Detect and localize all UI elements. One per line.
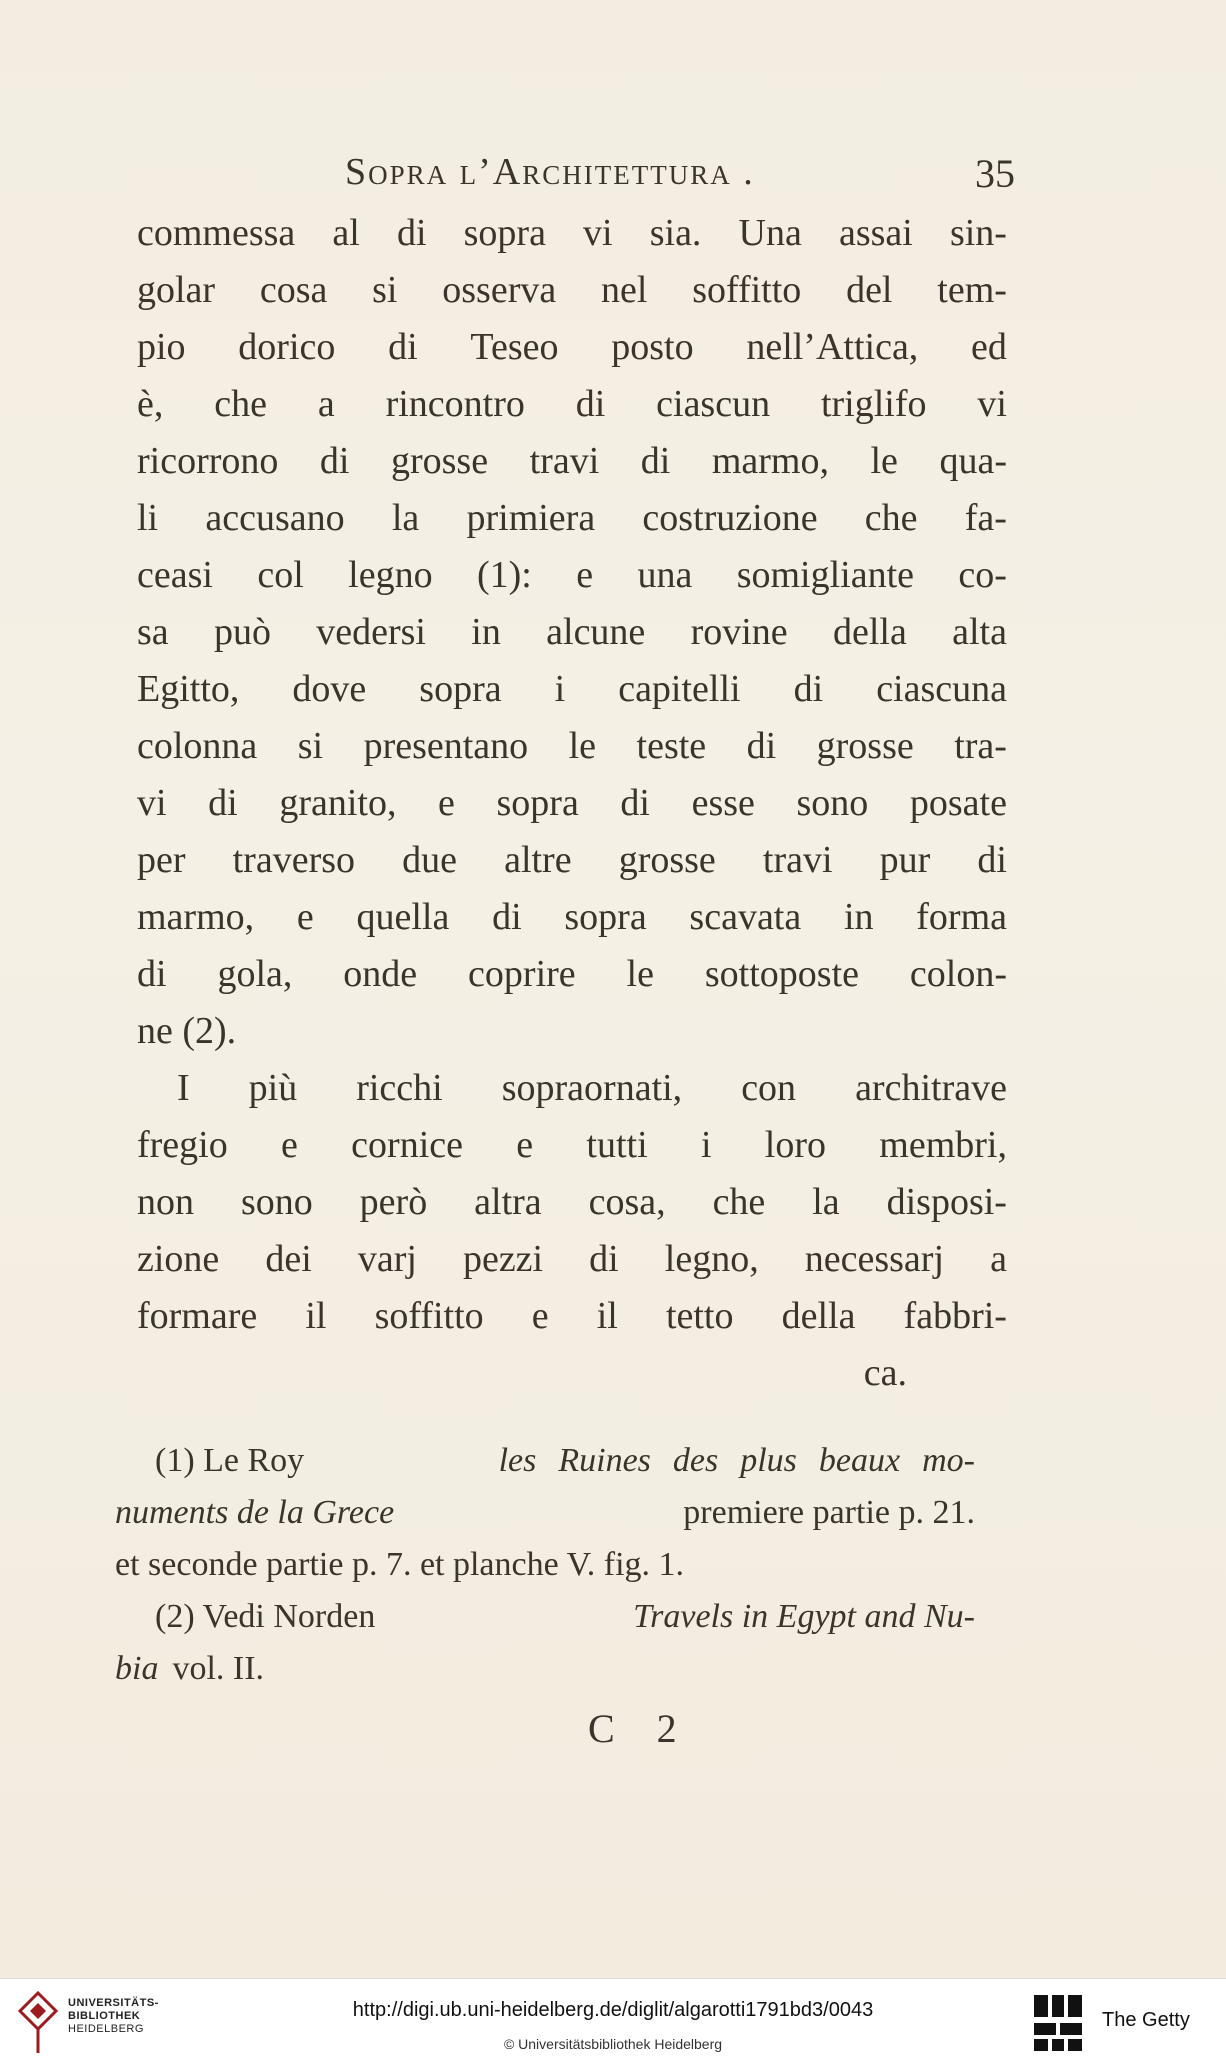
word: di <box>208 782 238 824</box>
word: travi <box>762 839 833 881</box>
word: della <box>832 611 907 653</box>
word: architrave <box>855 1067 1007 1109</box>
text-line <box>137 1288 1007 1345</box>
word: Egitto, <box>137 668 240 710</box>
text-line <box>137 319 1007 376</box>
word: il <box>596 1295 618 1337</box>
text-line <box>137 205 1007 262</box>
word: posto <box>611 326 694 368</box>
word: si <box>297 725 324 767</box>
word: membri, <box>879 1124 1007 1166</box>
text-line <box>137 661 1007 718</box>
word: sopra <box>564 896 647 938</box>
library-name-line-3: HEIDELBERG <box>68 2023 144 2035</box>
footnote-1-pages: premiere partie p. 21. <box>683 1494 975 1531</box>
word: legno, <box>664 1238 759 1280</box>
footnote-1-title-start <box>499 1435 975 1487</box>
footnote-1-title-end: numents de la Grece <box>115 1494 395 1531</box>
footnote-1-continuation: et seconde partie p. 7. et planche V. fig. 1. <box>115 1546 685 1583</box>
word: sono <box>796 782 869 824</box>
word: tem- <box>937 269 1007 311</box>
word: due <box>402 839 457 881</box>
word: di <box>575 383 606 425</box>
word: di <box>137 953 167 995</box>
running-head: Sopra l’Architettura . <box>345 151 755 193</box>
word: ciascuna <box>876 668 1007 710</box>
footnote-1-line-3 <box>115 1539 975 1591</box>
word: dove <box>292 668 367 710</box>
word: golar <box>137 269 216 311</box>
word: più <box>248 1067 298 1109</box>
word: coprire <box>468 953 576 995</box>
word: disposi- <box>886 1181 1007 1223</box>
word: assai <box>838 212 913 254</box>
permalink-url[interactable]: http://digi.ub.uni-heidelberg.de/diglit/algarotti1791bd3/0043 <box>352 1999 874 2021</box>
text-line <box>137 1345 1007 1402</box>
footnote-2-volume: vol. II. <box>172 1650 265 1687</box>
word: di <box>492 896 522 938</box>
word: vi <box>583 212 613 254</box>
main-text <box>137 205 1007 1402</box>
word: di <box>640 440 671 482</box>
footnote-2-marker: (2) Vedi Norden <box>155 1598 376 1635</box>
word: vi <box>977 383 1007 425</box>
word: a <box>990 1238 1007 1280</box>
word: osserva <box>442 269 557 311</box>
word: grosse <box>390 440 489 482</box>
word: tutti <box>586 1124 648 1166</box>
text-line <box>137 718 1007 775</box>
word: Teseo <box>470 326 559 368</box>
viewer-footer <box>0 1978 1226 2067</box>
word: sopra <box>419 668 502 710</box>
word: costruzione <box>642 497 818 539</box>
getty-name: The Getty <box>1102 2009 1190 2031</box>
word: somigliante <box>736 554 915 596</box>
footnote-2-line-2 <box>115 1643 975 1695</box>
word: per <box>137 839 186 881</box>
word: necessarj <box>804 1238 945 1280</box>
italic-word: des <box>672 1442 719 1479</box>
word: la <box>812 1181 840 1223</box>
word: e <box>516 1124 534 1166</box>
text-line <box>137 1003 1007 1060</box>
word: presentano <box>363 725 529 767</box>
page-number: 35 <box>975 151 1015 196</box>
word: una <box>637 554 693 596</box>
word: rincontro <box>385 383 525 425</box>
word: accusano <box>205 497 345 539</box>
word: di <box>977 839 1007 881</box>
italic-word: plus <box>740 1442 797 1479</box>
word: e <box>296 896 314 938</box>
word: e <box>531 1295 549 1337</box>
word: colonna <box>137 725 258 767</box>
word: rovine <box>690 611 788 653</box>
word: colon- <box>909 953 1007 995</box>
footnote-1-line-2 <box>115 1487 975 1539</box>
italic-word: les <box>498 1442 537 1479</box>
footnotes <box>115 1435 975 1695</box>
word: in <box>843 896 874 938</box>
word: i <box>700 1124 712 1166</box>
word: varj <box>357 1238 417 1280</box>
text-line <box>137 1231 1007 1288</box>
library-name-line-2: BIBLIOTHEK <box>68 2010 141 2022</box>
word: sopra <box>463 212 546 254</box>
italic-word: beaux <box>818 1442 901 1479</box>
word: è, <box>137 383 164 425</box>
word: forma <box>916 896 1007 938</box>
word: onde <box>343 953 418 995</box>
word: teste <box>636 725 707 767</box>
word: che <box>712 1181 766 1223</box>
text-line <box>137 376 1007 433</box>
word: cosa, <box>588 1181 666 1223</box>
text-line-end: ne (2). <box>137 1010 237 1052</box>
word: co- <box>958 554 1007 596</box>
copyright-notice: © Universitätsbibliothek Heidelberg <box>503 2036 723 2052</box>
word: ciascun <box>656 383 771 425</box>
word: a <box>317 383 335 425</box>
word: altra <box>474 1181 542 1223</box>
word: formare <box>137 1295 258 1337</box>
footnote-2-title-end: bia <box>115 1650 159 1687</box>
word: che <box>214 383 267 425</box>
text-line <box>137 775 1007 832</box>
text-line <box>137 262 1007 319</box>
word: zione <box>137 1238 220 1280</box>
word: ceasi <box>137 554 213 596</box>
word: non <box>137 1181 194 1223</box>
word: in <box>471 611 501 653</box>
word: vedersi <box>316 611 426 653</box>
word: gola, <box>217 953 293 995</box>
word: di <box>746 725 777 767</box>
text-line <box>137 1174 1007 1231</box>
italic-word: mo- <box>922 1442 975 1479</box>
word: nel <box>601 269 648 311</box>
word: e <box>438 782 455 824</box>
word: di <box>793 668 824 710</box>
text-line <box>137 1117 1007 1174</box>
word: dei <box>265 1238 312 1280</box>
word: sopra <box>496 782 579 824</box>
signature-mark: C 2 <box>588 1706 693 1751</box>
word: può <box>213 611 271 653</box>
word: le <box>870 440 898 482</box>
word: col <box>257 554 304 596</box>
word: il <box>305 1295 327 1337</box>
word: tetto <box>665 1295 734 1337</box>
word: esse <box>691 782 755 824</box>
word: le <box>626 953 654 995</box>
word: del <box>846 269 893 311</box>
word: travi <box>529 440 600 482</box>
text-line <box>137 946 1007 1003</box>
word: sa <box>137 611 169 653</box>
word: alcune <box>546 611 646 653</box>
word: di <box>388 326 418 368</box>
word: sono <box>240 1181 313 1223</box>
footnote-1-line-1 <box>115 1435 975 1487</box>
paragraph-2 <box>137 1060 1007 1345</box>
word: la <box>391 497 420 539</box>
text-line <box>137 604 1007 661</box>
text-line <box>137 433 1007 490</box>
word: della <box>781 1295 856 1337</box>
word: Una <box>738 212 802 254</box>
word: al <box>332 212 360 254</box>
word: commessa <box>137 212 296 254</box>
word: si <box>372 269 398 311</box>
word: vi <box>137 782 167 824</box>
word: posate <box>909 782 1007 824</box>
word: fa- <box>964 497 1007 539</box>
word: di <box>319 440 350 482</box>
text-line <box>137 1060 1007 1117</box>
word: ed <box>971 326 1007 368</box>
word: e <box>576 554 594 596</box>
word: quella <box>356 896 450 938</box>
word: capitelli <box>618 668 741 710</box>
word: granito, <box>279 782 397 824</box>
word: marmo, <box>137 896 255 938</box>
text-line <box>137 889 1007 946</box>
word: soffitto <box>692 269 802 311</box>
word: grosse <box>618 839 716 881</box>
word: sopraornati, <box>501 1067 683 1109</box>
word: ricchi <box>356 1067 443 1109</box>
word: triglifo <box>820 383 927 425</box>
word: grosse <box>816 725 914 767</box>
paragraph-1 <box>137 205 1007 1003</box>
italic-word: Ruines <box>558 1442 651 1479</box>
word: cornice <box>351 1124 463 1166</box>
footnote-2-title: Travels in Egypt and Nu- <box>633 1598 975 1635</box>
text-line <box>137 490 1007 547</box>
word: le <box>568 725 597 767</box>
getty-logo-icon <box>1032 1993 1084 2053</box>
word: soffitto <box>374 1295 484 1337</box>
word: di <box>589 1238 619 1280</box>
word: alta <box>952 611 1007 653</box>
word: che <box>864 497 918 539</box>
word: cosa <box>259 269 328 311</box>
word: di <box>396 212 427 254</box>
word: marmo, <box>711 440 829 482</box>
word: ricorrono <box>137 440 279 482</box>
word: sin- <box>949 212 1007 254</box>
word: però <box>359 1181 428 1223</box>
word: di <box>620 782 650 824</box>
word: pur <box>879 839 931 881</box>
page-header <box>345 150 1015 200</box>
library-name-line-1: UNIVERSITÄTS- <box>68 1997 159 2009</box>
word: con <box>741 1067 797 1109</box>
word: e <box>281 1124 298 1166</box>
word: primiera <box>466 497 596 539</box>
word: pio <box>137 326 186 368</box>
word: traverso <box>232 839 356 881</box>
word: I <box>177 1067 190 1109</box>
word: pezzi <box>462 1238 544 1280</box>
text-line <box>137 832 1007 889</box>
word: altre <box>504 839 572 881</box>
text-line <box>137 547 1007 604</box>
word: loro <box>764 1124 826 1166</box>
word: legno <box>348 554 433 596</box>
word: (1): <box>476 554 532 596</box>
word: nell’Attica, <box>746 326 919 368</box>
word: sia. <box>649 212 702 254</box>
footnote-2-line-1 <box>115 1591 975 1643</box>
word: dorico <box>238 326 336 368</box>
word: qua- <box>939 440 1007 482</box>
word: sottoposte <box>704 953 859 995</box>
word: i <box>554 668 566 710</box>
word: li <box>137 497 159 539</box>
footnote-1-marker: (1) Le Roy <box>155 1442 305 1479</box>
word: scavata <box>689 896 802 938</box>
word: fregio <box>137 1124 228 1166</box>
paragraph-end: ca. <box>863 1352 907 1394</box>
word: fabbri- <box>903 1295 1007 1337</box>
word: tra- <box>954 725 1007 767</box>
